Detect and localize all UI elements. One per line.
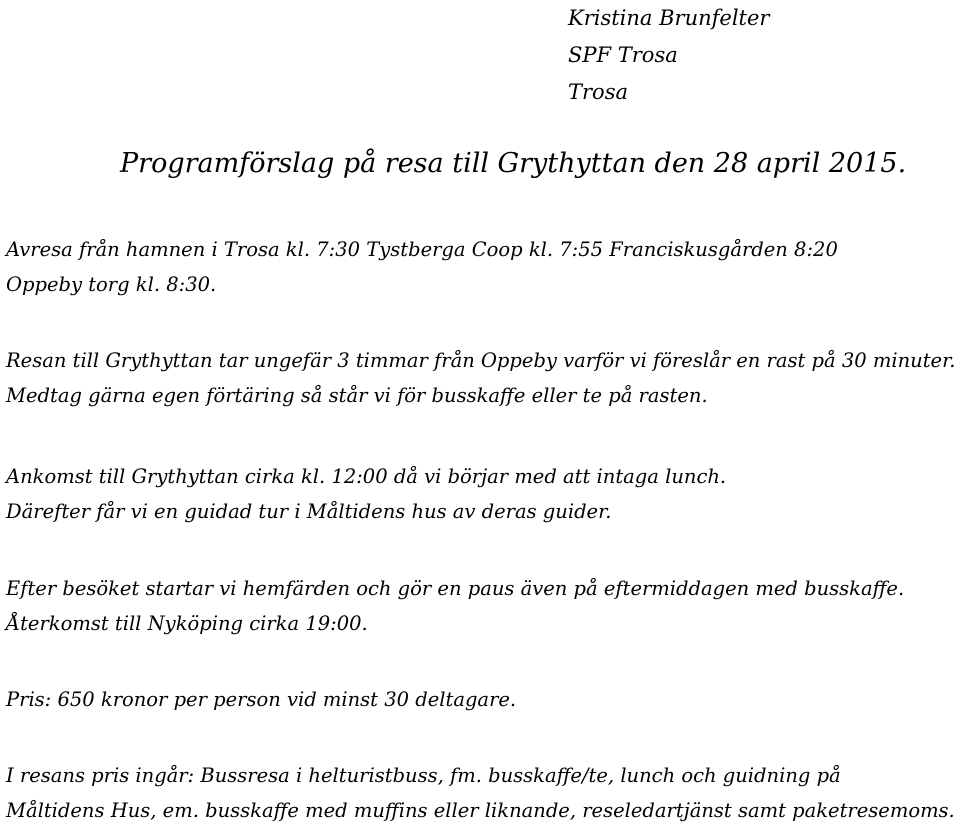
paragraph-line: Måltidens Hus, em. busskaffe med muffins eller liknande, reseledartjänst samt paketresemoms. xyxy=(6,799,955,822)
paragraph-line: Därefter får vi en guidad tur i Måltidens hus av deras guider. xyxy=(6,500,612,523)
sender-organization: SPF Trosa xyxy=(568,43,678,67)
paragraph-line: Pris: 650 kronor per person vid minst 30 deltagare. xyxy=(6,688,517,711)
paragraph-return xyxy=(6,571,904,641)
paragraph-arrival xyxy=(6,459,726,529)
paragraph-travel xyxy=(6,343,955,413)
paragraph-price xyxy=(6,682,516,717)
paragraph-line: Medtag gärna egen förtäring så står vi för busskaffe eller te på rasten. xyxy=(6,384,708,407)
sender-city: Trosa xyxy=(568,80,628,104)
paragraph-line: Efter besöket startar vi hemfärden och gör en paus även på eftermiddagen med busskaffe. xyxy=(6,577,905,600)
sender-block xyxy=(568,0,769,111)
paragraph-line: Ankomst till Grythyttan cirka kl. 12:00 då vi börjar med att intaga lunch. xyxy=(6,465,727,488)
paragraph-departure xyxy=(6,232,838,302)
paragraph-line: Resan till Grythyttan tar ungefär 3 timmar från Oppeby varför vi föreslår en rast på 30 minuter. xyxy=(6,349,956,372)
document-title: Programförslag på resa till Grythyttan den 28 april 2015. xyxy=(120,148,907,179)
paragraph-line: Oppeby torg kl. 8:30. xyxy=(6,273,217,296)
paragraph-line: I resans pris ingår: Bussresa i helturistbuss, fm. busskaffe/te, lunch och guidning på xyxy=(6,764,841,787)
paragraph-line: Avresa från hamnen i Trosa kl. 7:30 Tystberga Coop kl. 7:55 Franciskusgården 8:20 xyxy=(6,238,838,261)
paragraph-included xyxy=(6,758,955,828)
paragraph-line: Återkomst till Nyköping cirka 19:00. xyxy=(6,612,368,635)
sender-name: Kristina Brunfelter xyxy=(568,6,770,30)
